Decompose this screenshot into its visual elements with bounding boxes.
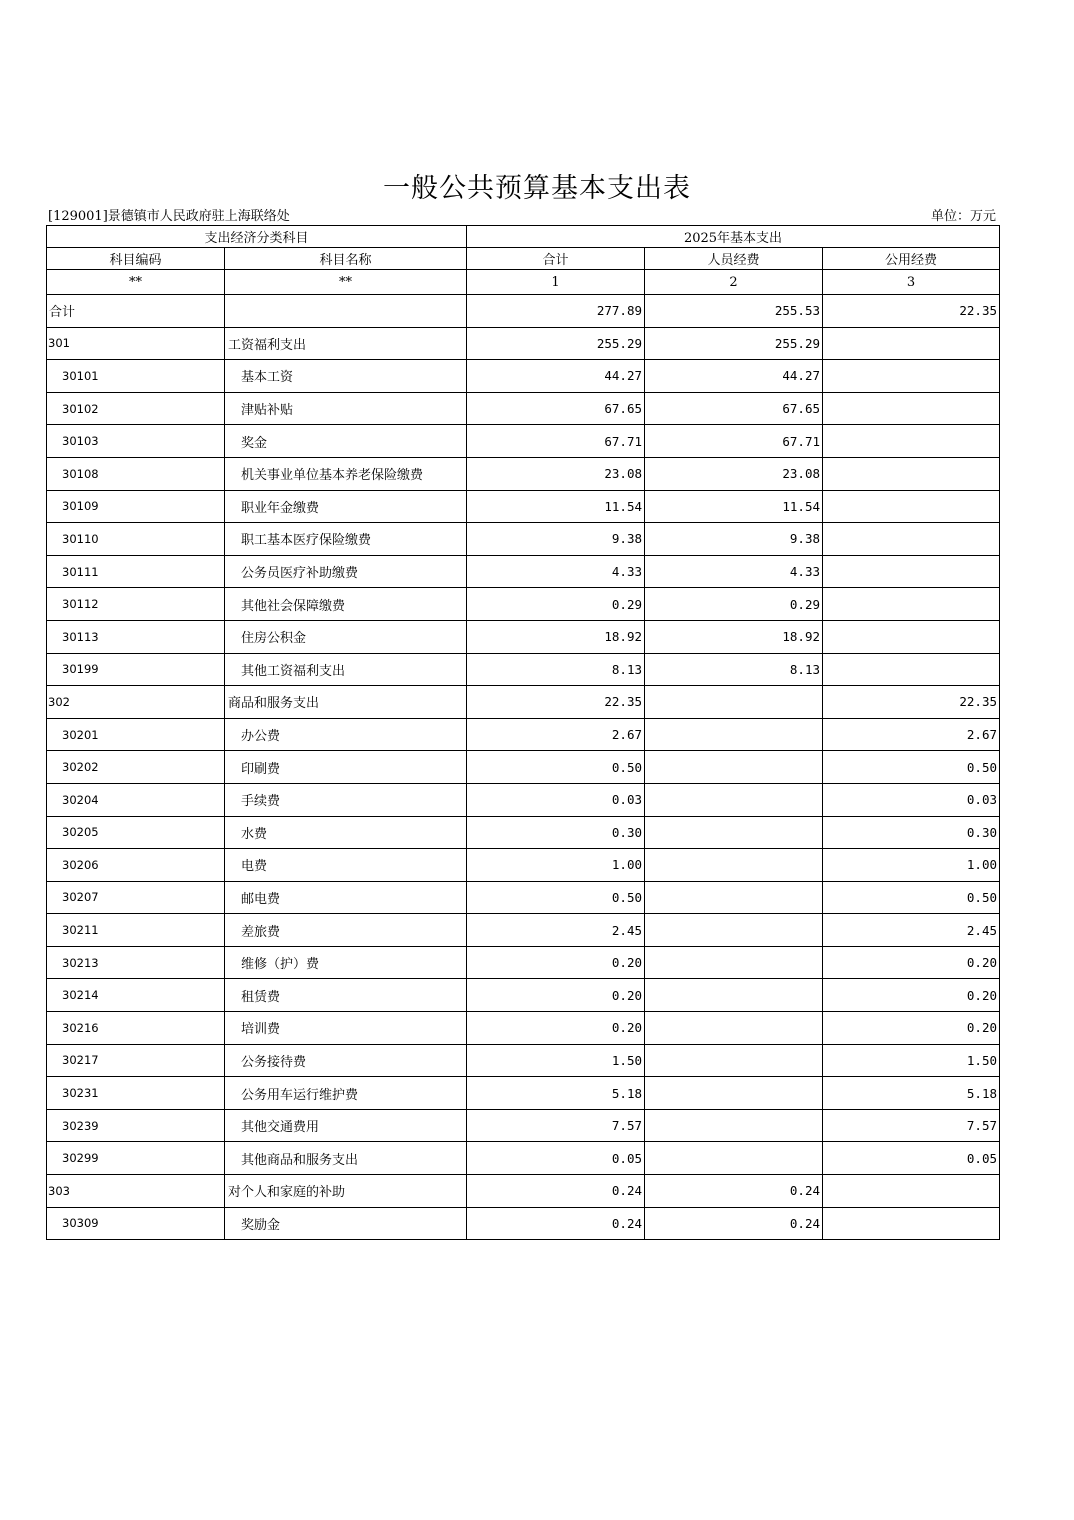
table-row [47, 751, 1000, 784]
header-group-basic-expenditure: 2025年基本支出 [467, 226, 1000, 248]
row-public: 0.50 [823, 881, 1000, 914]
index-code: ** [47, 270, 225, 295]
table-row [47, 718, 1000, 751]
header-personnel: 人员经费 [645, 248, 823, 270]
row-total: 5.18 [467, 1077, 645, 1110]
header-public: 公用经费 [823, 248, 1000, 270]
row-public: 0.20 [823, 979, 1000, 1012]
row-code: 30108 [47, 457, 225, 490]
row-total: 11.54 [467, 490, 645, 523]
row-name: 奖励金 [225, 1207, 467, 1240]
row-code: 30202 [47, 751, 225, 784]
row-total: 67.71 [467, 425, 645, 458]
header-group-classification: 支出经济分类科目 [47, 226, 467, 248]
row-public [823, 425, 1000, 458]
table-row [47, 490, 1000, 523]
table-row [47, 1207, 1000, 1240]
index-name: ** [225, 270, 467, 295]
row-personnel: 44.27 [645, 360, 823, 393]
row-name: 对个人和家庭的补助 [225, 1175, 467, 1208]
header-column-row [47, 248, 1000, 270]
row-public [823, 620, 1000, 653]
row-public [823, 653, 1000, 686]
row-code: 30204 [47, 783, 225, 816]
index-public: 3 [823, 270, 1000, 295]
row-code: 30110 [47, 523, 225, 556]
row-code: 30213 [47, 946, 225, 979]
row-code: 30214 [47, 979, 225, 1012]
row-public: 5.18 [823, 1077, 1000, 1110]
row-total: 44.27 [467, 360, 645, 393]
row-public [823, 1207, 1000, 1240]
row-personnel [645, 914, 823, 947]
row-name: 其他商品和服务支出 [225, 1142, 467, 1175]
table-row [47, 1109, 1000, 1142]
row-name: 维修（护）费 [225, 946, 467, 979]
row-personnel: 8.13 [645, 653, 823, 686]
row-public [823, 360, 1000, 393]
row-personnel [645, 751, 823, 784]
row-total: 1.50 [467, 1044, 645, 1077]
header-total: 合计 [467, 248, 645, 270]
table-row [47, 620, 1000, 653]
table-row [47, 979, 1000, 1012]
row-code: 30299 [47, 1142, 225, 1175]
row-public: 2.45 [823, 914, 1000, 947]
row-name: 商品和服务支出 [225, 686, 467, 719]
row-public [823, 457, 1000, 490]
row-total: 0.20 [467, 1012, 645, 1045]
row-name: 津贴补贴 [225, 392, 467, 425]
row-public: 0.05 [823, 1142, 1000, 1175]
row-name: 办公费 [225, 718, 467, 751]
row-name: 职业年金缴费 [225, 490, 467, 523]
row-personnel: 0.29 [645, 588, 823, 621]
row-public: 0.20 [823, 946, 1000, 979]
table-row [47, 588, 1000, 621]
row-name: 住房公积金 [225, 620, 467, 653]
table-row [47, 1077, 1000, 1110]
row-name: 培训费 [225, 1012, 467, 1045]
row-public: 2.67 [823, 718, 1000, 751]
table-row [47, 1044, 1000, 1077]
row-personnel [645, 816, 823, 849]
row-personnel: 255.53 [645, 295, 823, 328]
row-public: 0.20 [823, 1012, 1000, 1045]
row-personnel [645, 881, 823, 914]
row-total: 0.03 [467, 783, 645, 816]
page-title: 一般公共预算基本支出表 [383, 173, 691, 204]
table-row [47, 425, 1000, 458]
row-code: 30217 [47, 1044, 225, 1077]
header-name: 科目名称 [225, 248, 467, 270]
row-public: 22.35 [823, 295, 1000, 328]
header-index-row [47, 270, 1000, 295]
table-row [47, 816, 1000, 849]
row-code: 30102 [47, 392, 225, 425]
row-total: 4.33 [467, 555, 645, 588]
row-total: 255.29 [467, 327, 645, 360]
row-personnel [645, 1142, 823, 1175]
table-row [47, 555, 1000, 588]
row-personnel: 11.54 [645, 490, 823, 523]
row-total: 0.24 [467, 1175, 645, 1208]
row-personnel: 23.08 [645, 457, 823, 490]
row-public: 0.30 [823, 816, 1000, 849]
row-code: 30205 [47, 816, 225, 849]
row-public [823, 555, 1000, 588]
row-personnel: 18.92 [645, 620, 823, 653]
row-personnel [645, 1109, 823, 1142]
row-public: 22.35 [823, 686, 1000, 719]
row-name: 公务接待费 [225, 1044, 467, 1077]
row-public [823, 1175, 1000, 1208]
row-total: 0.29 [467, 588, 645, 621]
row-personnel [645, 1077, 823, 1110]
row-public [823, 523, 1000, 556]
row-name: 奖金 [225, 425, 467, 458]
table-row [47, 881, 1000, 914]
table-row [47, 1175, 1000, 1208]
row-name: 其他交通费用 [225, 1109, 467, 1142]
row-code: 30211 [47, 914, 225, 947]
row-name: 邮电费 [225, 881, 467, 914]
row-public: 1.50 [823, 1044, 1000, 1077]
row-total: 22.35 [467, 686, 645, 719]
row-code: 合计 [47, 295, 225, 328]
row-total: 0.05 [467, 1142, 645, 1175]
row-code: 30112 [47, 588, 225, 621]
row-total: 0.20 [467, 946, 645, 979]
row-total: 277.89 [467, 295, 645, 328]
row-code: 30239 [47, 1109, 225, 1142]
row-personnel [645, 979, 823, 1012]
row-name: 其他工资福利支出 [225, 653, 467, 686]
row-name: 工资福利支出 [225, 327, 467, 360]
row-code: 30109 [47, 490, 225, 523]
row-personnel: 67.65 [645, 392, 823, 425]
row-name: 其他社会保障缴费 [225, 588, 467, 621]
table-row [47, 849, 1000, 882]
table-row [47, 327, 1000, 360]
row-code: 30309 [47, 1207, 225, 1240]
row-total: 8.13 [467, 653, 645, 686]
row-name: 租赁费 [225, 979, 467, 1012]
row-public: 1.00 [823, 849, 1000, 882]
row-code: 30231 [47, 1077, 225, 1110]
row-public [823, 392, 1000, 425]
row-personnel [645, 849, 823, 882]
row-public: 0.03 [823, 783, 1000, 816]
row-total: 7.57 [467, 1109, 645, 1142]
row-code: 30113 [47, 620, 225, 653]
row-personnel [645, 1012, 823, 1045]
table-row [47, 653, 1000, 686]
unit-organization: [129001]景德镇市人民政府驻上海联络处 [48, 209, 290, 224]
row-public: 7.57 [823, 1109, 1000, 1142]
unit-label: 单位：万元 [930, 209, 996, 224]
row-public [823, 588, 1000, 621]
row-name: 印刷费 [225, 751, 467, 784]
row-name: 电费 [225, 849, 467, 882]
table-row [47, 392, 1000, 425]
row-personnel [645, 946, 823, 979]
row-name: 水费 [225, 816, 467, 849]
row-personnel [645, 718, 823, 751]
row-name: 手续费 [225, 783, 467, 816]
row-personnel [645, 783, 823, 816]
row-name: 公务用车运行维护费 [225, 1077, 467, 1110]
row-personnel: 67.71 [645, 425, 823, 458]
table-row [47, 360, 1000, 393]
table-row [47, 914, 1000, 947]
row-total: 67.65 [467, 392, 645, 425]
row-code: 30216 [47, 1012, 225, 1045]
row-public: 0.50 [823, 751, 1000, 784]
row-personnel: 0.24 [645, 1175, 823, 1208]
row-code: 30111 [47, 555, 225, 588]
table-row [47, 1012, 1000, 1045]
table-row [47, 946, 1000, 979]
row-code: 303 [47, 1175, 225, 1208]
row-code: 301 [47, 327, 225, 360]
row-name: 公务员医疗补助缴费 [225, 555, 467, 588]
row-code: 30206 [47, 849, 225, 882]
row-code: 30207 [47, 881, 225, 914]
row-name: 基本工资 [225, 360, 467, 393]
header-code: 科目编码 [47, 248, 225, 270]
row-personnel [645, 686, 823, 719]
header-group-row [47, 226, 1000, 248]
row-name: 差旅费 [225, 914, 467, 947]
row-total: 0.50 [467, 881, 645, 914]
row-code: 30101 [47, 360, 225, 393]
budget-table [46, 225, 1000, 1240]
row-personnel: 0.24 [645, 1207, 823, 1240]
row-total: 18.92 [467, 620, 645, 653]
row-personnel: 4.33 [645, 555, 823, 588]
row-code: 302 [47, 686, 225, 719]
table-row [47, 1142, 1000, 1175]
row-public [823, 327, 1000, 360]
row-total: 0.30 [467, 816, 645, 849]
table-row [47, 295, 1000, 328]
row-total: 23.08 [467, 457, 645, 490]
row-public [823, 490, 1000, 523]
row-personnel: 9.38 [645, 523, 823, 556]
row-total: 2.45 [467, 914, 645, 947]
table-row [47, 523, 1000, 556]
row-code: 30199 [47, 653, 225, 686]
row-code: 30103 [47, 425, 225, 458]
row-name: 机关事业单位基本养老保险缴费 [225, 457, 467, 490]
row-name [225, 295, 467, 328]
table-row [47, 686, 1000, 719]
row-personnel: 255.29 [645, 327, 823, 360]
row-total: 2.67 [467, 718, 645, 751]
row-name: 职工基本医疗保险缴费 [225, 523, 467, 556]
row-total: 0.20 [467, 979, 645, 1012]
budget-table-body [47, 295, 1000, 1240]
table-row [47, 457, 1000, 490]
row-total: 9.38 [467, 523, 645, 556]
row-total: 0.50 [467, 751, 645, 784]
row-personnel [645, 1044, 823, 1077]
row-code: 30201 [47, 718, 225, 751]
index-total: 1 [467, 270, 645, 295]
index-personnel: 2 [645, 270, 823, 295]
table-row [47, 783, 1000, 816]
row-total: 0.24 [467, 1207, 645, 1240]
row-total: 1.00 [467, 849, 645, 882]
